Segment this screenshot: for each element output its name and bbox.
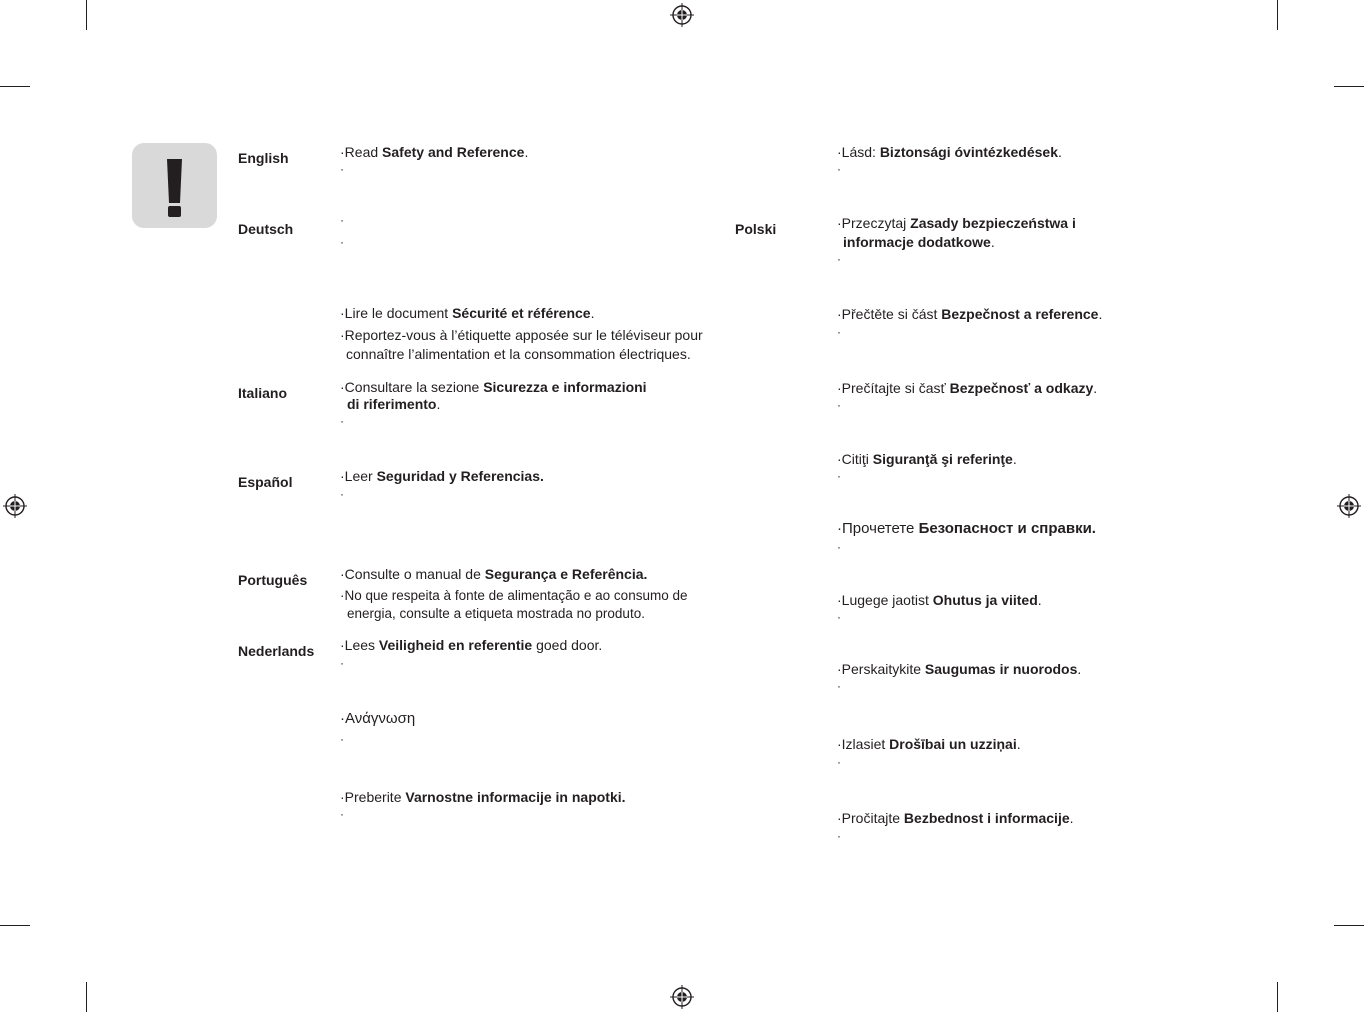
bullet: · [837,679,841,693]
bullet: · [837,325,841,339]
portugues-line-1: ·Consulte o manual de Segurança e Referência. [340,566,648,582]
slovak-doc-title: Bezpečnosť a odkazy [949,380,1094,396]
serbian-line-1: ·Pročitajte Bezbednost i informacije. [837,810,1074,826]
italiano-line-2: di riferimento. [347,396,441,412]
lang-label-english: English [238,150,289,166]
french-line-1: ·Lire le document Sécurité et référence. [340,305,595,321]
bullet: · [340,807,344,821]
crop-mark [0,925,30,926]
bullet: · [340,656,344,670]
estonian-doc-title: Ohutus ja viited [932,592,1038,608]
bullet: · [837,755,841,769]
nederlands-doc-title: Veiligheid en referentie [378,637,533,653]
crop-mark [86,0,87,30]
bullet: · [340,732,344,746]
french-doc-title: Sécurité et référence [452,305,591,321]
bullet: · [837,398,841,412]
bullet: · [340,235,344,249]
bullet: · [837,469,841,483]
bulgarian-line-1: ·Прочетете Безопасност и справки. [837,520,1096,537]
lithuanian-doc-title: Saugumas ir nuorodos [924,661,1078,677]
italiano-doc-title: Sicurezza e informazioni [483,379,647,395]
bullet: · [340,414,344,428]
serbian-doc-title: Bezbednost i informacije [903,810,1070,826]
crop-mark [1277,0,1278,30]
crop-mark [0,86,30,87]
slovenian-doc-title: Varnostne informacije in napotki. [405,789,626,805]
bulgarian-doc-title: Безопасност и справки. [918,520,1096,537]
bullet: · [837,252,841,266]
czech-line-1: ·Přečtěte si část Bezpečnost a reference. [837,306,1103,322]
lithuanian-line-1: ·Perskaitykite Saugumas ir nuorodos. [837,661,1082,677]
espanol-line-1: ·Leer Seguridad y Referencias. [340,468,544,484]
slovenian-line-1: ·Preberite Varnostne informacije in napotki. [340,789,626,805]
hungarian-line-1: ·Lásd: Biztonsági óvintézkedések. [837,144,1062,160]
lang-label-espanol: Español [238,474,293,490]
espanol-doc-title: Seguridad y Referencias. [376,468,544,484]
registration-mark-icon [1337,494,1361,518]
romanian-line-1: ·Citiţi Siguranţă şi referinţe. [837,451,1017,467]
portugues-line-3: energia, consulte a etiqueta mostrada no produto. [347,606,645,621]
bullet: · [837,829,841,843]
slovak-line-1: ·Prečítajte si časť Bezpečnosť a odkazy. [837,380,1098,396]
french-line-2: ·Reportez-vous à l’étiquette apposée sur le téléviseur pour [340,327,703,343]
lang-label-portugues: Português [238,572,308,588]
crop-mark [1334,86,1364,87]
lang-label-deutsch: Deutsch [238,221,294,237]
latvian-doc-title: Drošībai un uzziņai [889,736,1017,752]
bullet: · [340,487,344,501]
exclamation-icon [132,143,217,228]
bullet: · [837,610,841,624]
polski-line-1: ·Przeczytaj Zasady bezpieczeństwa i [837,215,1076,231]
greek-line-1: ·Ανάγνωση [340,710,416,727]
estonian-line-1: ·Lugege jaotist Ohutus ja viited. [837,592,1042,608]
warning-box [132,143,217,228]
english-line-1: ·Read Safety and Reference. [340,144,529,160]
portugues-line-2: ·No que respeita à fonte de alimentação e ao consumo de [340,588,688,603]
crop-mark [1277,982,1278,1012]
bullet: · [837,162,841,176]
polski-doc-title: Zasady bezpieczeństwa i [910,215,1076,231]
bullet: · [340,162,344,176]
french-line-3: connaître l’alimentation et la consommation électriques. [346,346,691,362]
portugues-doc-title: Segurança e Referência. [484,566,648,582]
registration-mark-icon [3,494,27,518]
lang-label-nederlands: Nederlands [238,643,315,659]
italiano-line-1: ·Consultare la sezione Sicurezza e informazioni [340,379,647,395]
romanian-doc-title: Siguranţă şi referinţe [872,451,1013,467]
bullet: · [340,144,345,160]
bullet: · [837,540,841,554]
english-doc-title: Safety and Reference [382,144,525,160]
latvian-line-1: ·Izlasiet Drošībai un uzziņai. [837,736,1021,752]
nederlands-line-1: ·Lees Veiligheid en referentie goed door. [340,637,603,653]
lang-label-italiano: Italiano [238,385,288,401]
bullet: · [340,213,344,227]
crop-mark [86,982,87,1012]
registration-mark-icon [670,3,694,27]
crop-mark [1334,925,1364,926]
lang-label-polski: Polski [735,221,777,237]
registration-mark-icon [670,985,694,1009]
hungarian-doc-title: Biztonsági óvintézkedések [879,144,1058,160]
czech-doc-title: Bezpečnost a reference [941,306,1099,322]
polski-line-2: informacje dodatkowe. [843,234,995,250]
